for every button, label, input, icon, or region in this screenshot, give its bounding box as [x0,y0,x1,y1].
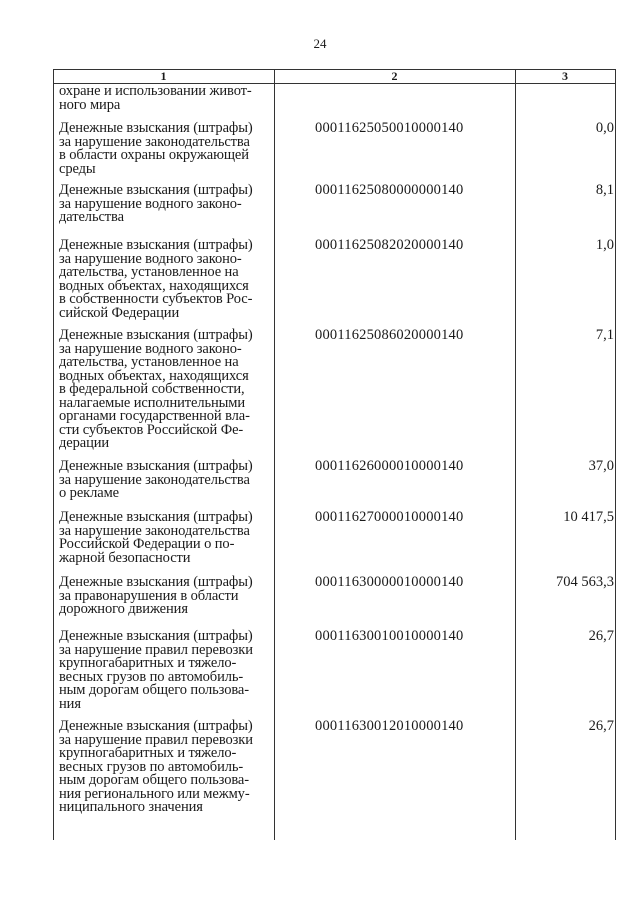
column-divider-1 [274,69,275,840]
row-amount: 0,0 [595,120,614,136]
budget-table [53,69,616,840]
row-code: 00011625050010000140 [315,120,464,136]
table-left-border [53,69,54,840]
row-amount: 26,7 [588,628,614,644]
row-description: Денежные взыскания (штрафы) за нарушение законодательства в области охраны окружающей среды [59,120,253,177]
column-header-1: 1 [160,69,167,83]
row-description: охране и использовании живот- ного мира [59,83,252,113]
row-amount: 1,0 [595,237,614,253]
row-description: Денежные взыскания (штрафы) за нарушение правил перевозки крупногабаритных и тяжело- весных грузов по автомобиль- ным дорогам общего пользова- ния регионального или межму- ниципального значения [59,718,253,815]
row-code: 00011630012010000140 [315,718,464,734]
table-header [53,69,616,83]
row-description: Денежные взыскания (штрафы) за нарушение законодательства о рекламе [59,458,253,501]
row-amount: 704 563,3 [556,574,614,590]
row-amount: 10 417,5 [563,509,614,525]
row-description: Денежные взыскания (штрафы) за нарушение водного законо- дательства, установленное на водных объектах, находящихся в федеральной собственности, налагаемые исполнительными органами государственной вла- сти субъектов Российской Фе- дерации [59,327,253,451]
row-code: 00011625082020000140 [315,237,464,253]
row-code: 00011630000010000140 [315,574,464,590]
row-description: Денежные взыскания (штрафы) за правонарушения в области дорожного движения [59,574,253,617]
table-right-border [615,69,616,840]
page-number: 24 [313,36,327,51]
row-amount: 7,1 [595,327,614,343]
row-description: Денежные взыскания (штрафы) за нарушение водного законо- дательства [59,182,253,225]
row-code: 00011625086020000140 [315,327,464,343]
row-code: 00011627000010000140 [315,509,464,525]
column-header-3: 3 [562,69,568,83]
row-code: 00011625080000000140 [315,182,464,198]
row-amount: 26,7 [588,718,614,734]
column-header-2: 2 [391,69,398,83]
row-amount: 8,1 [595,182,614,198]
row-code: 00011626000010000140 [315,458,464,474]
row-description: Денежные взыскания (штрафы) за нарушение водного законо- дательства, установленное на водных объектах, находящихся в собственности субъектов Рос- сийской Федерации [59,237,253,321]
row-description: Денежные взыскания (штрафы) за нарушение законодательства Российской Федерации о по- жарной безопасности [59,509,253,566]
row-description: Денежные взыскания (штрафы) за нарушение правил перевозки крупногабаритных и тяжело- весных грузов по автомобиль- ным дорогам общего пользова- ния [59,628,253,712]
row-amount: 37,0 [588,458,614,474]
row-code: 00011630010010000140 [315,628,464,644]
